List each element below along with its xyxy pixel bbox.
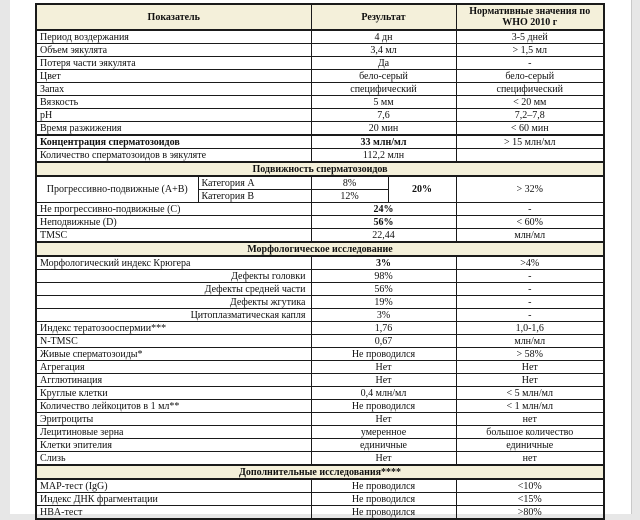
table-row [36, 83, 604, 96]
row-label: MAP-тест (IgG) [36, 479, 311, 493]
row-norm: - [456, 270, 604, 283]
table-row [36, 506, 604, 520]
row-norm: 7,2–7,8 [456, 109, 604, 122]
row-norm: большое количество [456, 426, 604, 439]
column-header-norm-line1: Нормативные значения по [469, 6, 591, 17]
row-label: Клетки эпителия [36, 439, 311, 452]
table-row [36, 322, 604, 335]
table-row [36, 296, 604, 309]
row-label: Дефекты головки [36, 270, 311, 283]
table-row [36, 400, 604, 413]
row-result: 112,2 млн [311, 149, 456, 163]
table-row [36, 216, 604, 229]
row-label: pH [36, 109, 311, 122]
row-result: 4 дн [311, 30, 456, 44]
row-norm: млн/мл [456, 335, 604, 348]
row-label: Агрегация [36, 361, 311, 374]
row-norm: < 20 мм [456, 96, 604, 109]
row-norm: < 60% [456, 216, 604, 229]
row-label: Индекс тератозооспермии*** [36, 322, 311, 335]
row-norm: - [456, 283, 604, 296]
row-label: Слизь [36, 452, 311, 466]
row-norm: нет [456, 413, 604, 426]
row-result: Не проводился [311, 400, 456, 413]
row-label: Неподвижные (D) [36, 216, 311, 229]
table-row [36, 493, 604, 506]
row-norm: млн/мл [456, 229, 604, 243]
table-row [36, 229, 604, 243]
row-label: Индекс ДНК фрагментации [36, 493, 311, 506]
row-result: бело-серый [311, 70, 456, 83]
row-result: Нет [311, 361, 456, 374]
row-result: Не проводился [311, 506, 456, 520]
row-result: 98% [311, 270, 456, 283]
row-result: Нет [311, 413, 456, 426]
table-row [36, 44, 604, 57]
table-row [36, 335, 604, 348]
row-label: HBA-тест [36, 506, 311, 520]
row-result: 24% [311, 203, 456, 216]
table-row [36, 70, 604, 83]
row-result: умеренное [311, 426, 456, 439]
column-header-norm [456, 4, 604, 30]
row-result: Не проводился [311, 348, 456, 361]
row-label: Вязкость [36, 96, 311, 109]
row-label: Дефекты жгутика [36, 296, 311, 309]
table-row [36, 374, 604, 387]
section-title: Подвижность сперматозоидов [36, 162, 604, 176]
row-label: N-TMSC [36, 335, 311, 348]
table-header-row [36, 4, 604, 30]
table-row [36, 30, 604, 44]
table-row [36, 122, 604, 136]
category-a-label: Категория А [198, 176, 311, 190]
section-title: Морфологическое исследование [36, 242, 604, 256]
row-label: Период воздержания [36, 30, 311, 44]
row-norm: <10% [456, 479, 604, 493]
row-norm: 1,0-1,6 [456, 322, 604, 335]
row-label: Цвет [36, 70, 311, 83]
row-norm: - [456, 309, 604, 322]
table-row [36, 96, 604, 109]
table-row [36, 348, 604, 361]
row-norm: Нет [456, 361, 604, 374]
table-row [36, 109, 604, 122]
table-row-concentration [36, 135, 604, 149]
row-norm: - [456, 203, 604, 216]
category-b-value: 12% [311, 190, 388, 203]
row-label: Количество сперматозоидов в эякуляте [36, 149, 311, 163]
row-label: Агглютинация [36, 374, 311, 387]
column-header-result: Результат [311, 4, 456, 30]
table-row [36, 426, 604, 439]
row-result: 1,76 [311, 322, 456, 335]
row-norm: 3-5 дней [456, 30, 604, 44]
row-result: единичные [311, 439, 456, 452]
category-b-label: Категория В [198, 190, 311, 203]
row-result: 33 млн/мл [311, 135, 456, 149]
section-header-morphology [36, 242, 604, 256]
row-norm: > 15 млн/мл [456, 135, 604, 149]
row-norm: > 58% [456, 348, 604, 361]
progressive-total-value: 20% [388, 176, 456, 203]
row-norm: Нет [456, 374, 604, 387]
row-result: 0,4 млн/мл [311, 387, 456, 400]
row-label: Круглые клетки [36, 387, 311, 400]
row-label: Объем эякулята [36, 44, 311, 57]
spermogram-table [35, 3, 605, 520]
row-result: Не проводился [311, 479, 456, 493]
table-row [36, 387, 604, 400]
row-norm: - [456, 296, 604, 309]
section-header-motility [36, 162, 604, 176]
progressive-label: Прогрессивно-подвижные (А+В) [36, 176, 198, 203]
row-result: 22,44 [311, 229, 456, 243]
row-result: 56% [311, 216, 456, 229]
row-result: 3% [311, 256, 456, 270]
row-result: 3,4 мл [311, 44, 456, 57]
row-result: специфический [311, 83, 456, 96]
table-row [36, 57, 604, 70]
row-norm: бело-серый [456, 70, 604, 83]
table-row [36, 270, 604, 283]
row-label: Запах [36, 83, 311, 96]
row-norm: >80% [456, 506, 604, 520]
table-row [36, 283, 604, 296]
row-label: Концентрация сперматозоидов [36, 135, 311, 149]
table-row [36, 439, 604, 452]
page-edge-shadow [631, 0, 632, 514]
table-row [36, 203, 604, 216]
row-label: Морфологический индекс Крюгера [36, 256, 311, 270]
row-result: Нет [311, 374, 456, 387]
row-label: Эритроциты [36, 413, 311, 426]
row-label: Количество лейкоцитов в 1 мл** [36, 400, 311, 413]
row-result: 19% [311, 296, 456, 309]
row-norm: - [456, 57, 604, 70]
row-label: Потеря части эякулята [36, 57, 311, 70]
row-label: Дефекты средней части [36, 283, 311, 296]
row-result: 20 мин [311, 122, 456, 136]
table-row [36, 361, 604, 374]
row-norm: < 60 мин [456, 122, 604, 136]
row-label: TMSC [36, 229, 311, 243]
row-result: 3% [311, 309, 456, 322]
row-result: Не проводился [311, 493, 456, 506]
section-header-additional [36, 465, 604, 479]
row-label: Не прогрессивно-подвижные (С) [36, 203, 311, 216]
table-row [36, 149, 604, 163]
row-result: 56% [311, 283, 456, 296]
table-row [36, 309, 604, 322]
row-label: Цитоплазматическая капля [36, 309, 311, 322]
category-a-value: 8% [311, 176, 388, 190]
table-row [36, 452, 604, 466]
column-header-indicator: Показатель [36, 4, 311, 30]
row-norm: нет [456, 452, 604, 466]
row-norm: < 1 млн/мл [456, 400, 604, 413]
table-row [36, 413, 604, 426]
row-result: Да [311, 57, 456, 70]
row-result: 5 мм [311, 96, 456, 109]
row-norm: > 1,5 мл [456, 44, 604, 57]
row-label: Время разжижения [36, 122, 311, 136]
progressive-norm: > 32% [456, 176, 604, 203]
row-result: 7,6 [311, 109, 456, 122]
row-norm [456, 149, 604, 163]
table-row [36, 479, 604, 493]
table-row [36, 256, 604, 270]
column-header-norm-line2: WHO 2010 г [502, 17, 558, 28]
row-result: 0,67 [311, 335, 456, 348]
row-label: Живые сперматозоиды* [36, 348, 311, 361]
row-norm: <15% [456, 493, 604, 506]
row-norm: < 5 млн/мл [456, 387, 604, 400]
row-norm: единичные [456, 439, 604, 452]
row-norm: специфический [456, 83, 604, 96]
row-label: Лецитиновые зерна [36, 426, 311, 439]
row-result: Нет [311, 452, 456, 466]
row-norm: >4% [456, 256, 604, 270]
table-row-motility-a [36, 176, 604, 190]
section-title: Дополнительные исследования**** [36, 465, 604, 479]
